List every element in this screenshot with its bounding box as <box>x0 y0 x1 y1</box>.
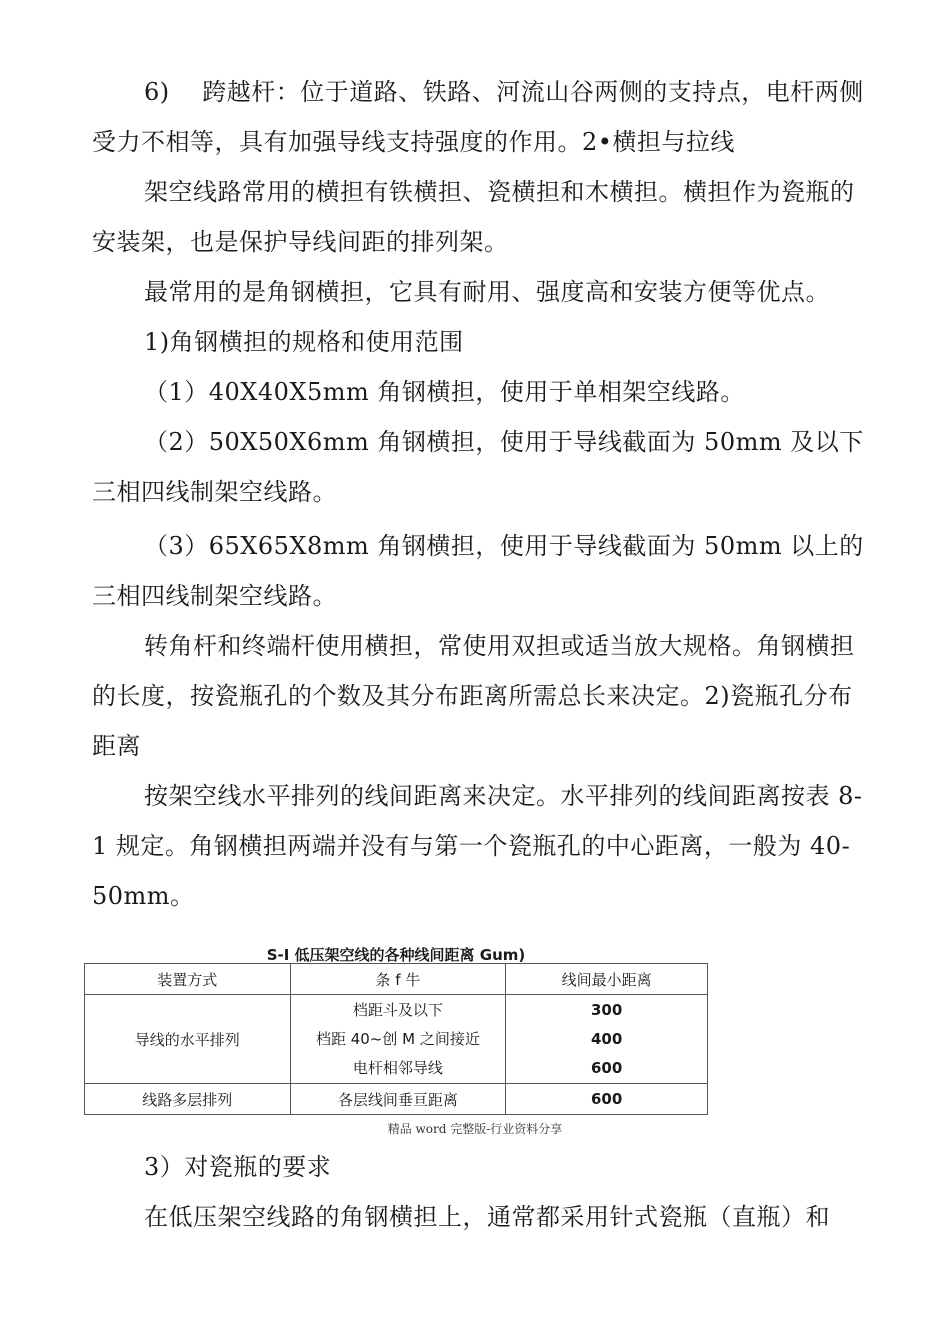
distance-value: 300 <box>590 1000 623 1019</box>
cell-value-multilayer: 600 <box>506 1084 708 1115</box>
header-method: 装置方式 <box>85 964 291 995</box>
distance-value: 400 <box>590 1029 623 1048</box>
paragraph-hole-distance: 按架空线水平排列的线间距离来决定。水平排列的线间距离按表 8-1 规定。角钢横担两端并没有与第一个瓷瓶孔的中心距离，一般为 40-50mm。 <box>92 782 863 910</box>
cell-values-horizontal <box>506 995 708 1084</box>
condition-item: 档距斗及以下 <box>352 1000 443 1019</box>
line-spacing-table <box>84 963 708 1115</box>
paragraph-crossarm-types: 架空线路常用的横担有铁横担、瓷横担和木横担。横担作为瓷瓶的安装架，也是保护导线间距的排列架。 <box>92 178 855 256</box>
paragraph-cross-pole: 6) 跨越杆：位于道路、铁路、河流山谷两侧的支持点，电杆两侧受力不相等，具有加强导线支持强度的作用。2•横担与拉线 <box>92 78 864 156</box>
table-row <box>85 1084 708 1115</box>
distance-value: 600 <box>590 1058 623 1077</box>
paragraph-spec-2: （2）50X50X6mm 角钢横担，使用于导线截面为 50mm 及以下三相四线制架空线路。 <box>92 428 864 506</box>
heading-spec-range: 1)角钢横担的规格和使用范围 <box>144 328 464 356</box>
table-row <box>85 995 708 1084</box>
cell-condition-multilayer: 各层线间垂亘距离 <box>290 1084 506 1115</box>
paragraph-spec-3: （3）65X65X8mm 角钢横担，使用于导线截面为 50mm 以上的三相四线制架空线路。 <box>92 532 864 610</box>
header-min-distance: 线间最小距离 <box>506 964 708 995</box>
cell-method-horizontal: 导线的水平排列 <box>85 995 291 1084</box>
paragraph-insulator-types: 在低压架空线路的角钢横担上，通常都采用针式瓷瓶（直瓶）和 <box>144 1203 830 1231</box>
header-condition: 条 f 牛 <box>290 964 506 995</box>
paragraph-angle-steel: 最常用的是角钢横担，它具有耐用、强度高和安装方便等优点。 <box>144 278 830 306</box>
condition-item: 电杆相邻导线 <box>352 1058 443 1077</box>
paragraph-corner-pole: 转角杆和终端杆使用横担，常使用双担或适当放大规格。角钢横担的长度，按瓷瓶孔的个数及其分布距离所需总长来决定。2)瓷瓶孔分布距离 <box>92 632 855 760</box>
table-title: S-I 低压架空线的各种线间距离 Gum) <box>266 946 526 964</box>
heading-insulator-requirements: 3）对瓷瓶的要求 <box>144 1153 332 1181</box>
cell-method-multilayer: 线路多层排列 <box>85 1084 291 1115</box>
cell-conditions-horizontal <box>290 995 506 1084</box>
condition-item: 档距 40~创 M 之间接近 <box>315 1029 480 1048</box>
table-header-row <box>85 964 708 995</box>
page-footnote: 精品 word 完整版-行业资料分享 <box>387 1122 563 1136</box>
paragraph-spec-1: （1）40X40X5mm 角钢横担，使用于单相架空线路。 <box>144 378 745 406</box>
